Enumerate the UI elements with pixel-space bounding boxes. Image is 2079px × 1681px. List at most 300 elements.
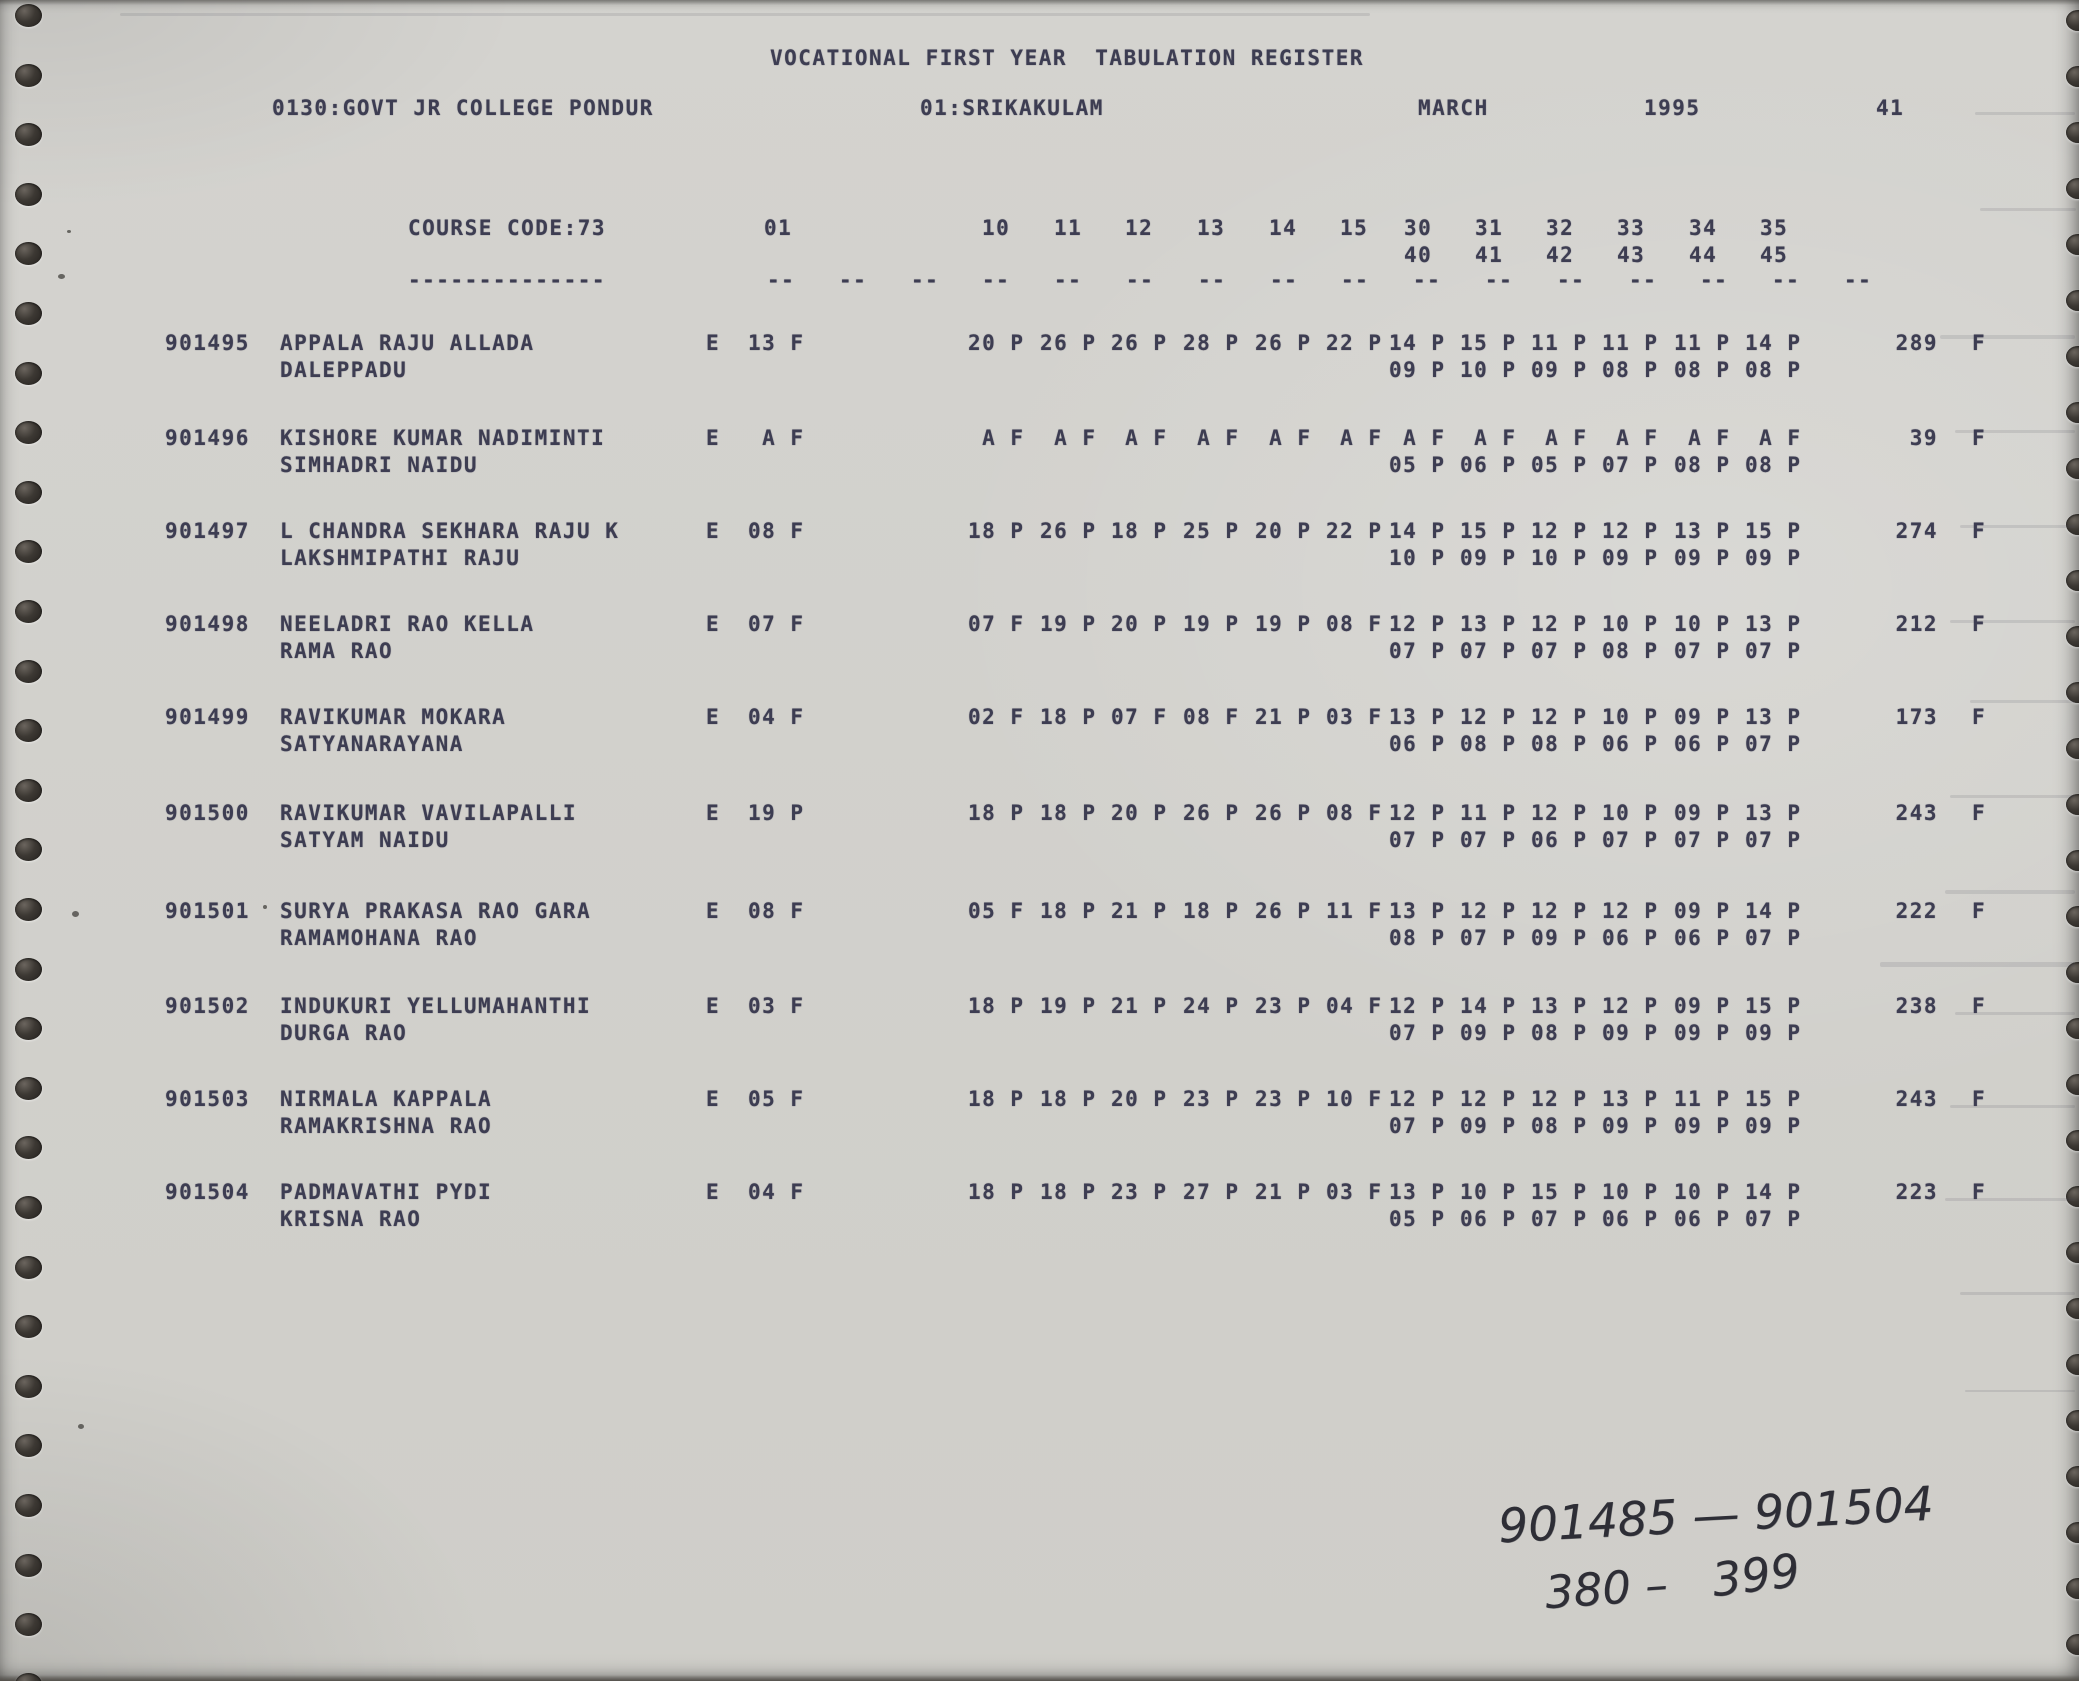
mark-col-41: 06 P	[1460, 1207, 1517, 1231]
mark-col-45: 07 P	[1745, 639, 1802, 663]
result-flag: F	[1972, 1180, 1987, 1204]
mark-col-40: 05 P	[1389, 453, 1446, 477]
mark-col-40: 10 P	[1389, 546, 1446, 570]
mark-col-15: 22 P	[1326, 331, 1383, 355]
mark-col-41: 06 P	[1460, 453, 1517, 477]
column-dash: --	[1413, 268, 1442, 292]
college-name: 0130:GOVT JR COLLEGE PONDUR	[272, 96, 654, 120]
mark-col-42: 07 P	[1531, 1207, 1588, 1231]
column-header-43: 43	[1617, 243, 1646, 267]
result-flag: F	[1972, 705, 1987, 729]
father-name: SIMHADRI NAIDU	[280, 453, 479, 477]
column-dash: --	[982, 268, 1011, 292]
course-code-underline: --------------	[408, 268, 607, 292]
handwritten-serial-end: 399	[1709, 1542, 1803, 1608]
mark-col-44: 07 P	[1674, 828, 1731, 852]
mark-col-34: 10 P	[1674, 1180, 1731, 1204]
sprocket-hole	[15, 1315, 42, 1338]
column-header-42: 42	[1546, 243, 1575, 267]
mark-col-32: 11 P	[1531, 331, 1588, 355]
mark-col-11: 26 P	[1040, 519, 1097, 543]
mark-col-44: 09 P	[1674, 1114, 1731, 1138]
mark-col-11: 19 P	[1040, 612, 1097, 636]
mark-col-40: 07 P	[1389, 828, 1446, 852]
mark-col-30: 14 P	[1389, 331, 1446, 355]
mark-col-11: 18 P	[1040, 1087, 1097, 1111]
mark-col-32: 12 P	[1531, 612, 1588, 636]
mark-col-43: 08 P	[1602, 358, 1659, 382]
mark-col-01: 05 F	[748, 1087, 805, 1111]
mark-col-31: 15 P	[1460, 331, 1517, 355]
mark-col-34: 09 P	[1674, 705, 1731, 729]
medium-code: E	[706, 899, 721, 923]
ink-speck	[78, 1424, 84, 1429]
sprocket-hole	[2066, 290, 2079, 311]
column-dash: --	[1629, 268, 1658, 292]
sprocket-hole	[2066, 402, 2079, 423]
sprocket-hole	[2066, 1578, 2079, 1599]
total-marks: 39	[1909, 426, 1938, 450]
sprocket-hole	[2066, 1634, 2079, 1655]
smear-streak	[1980, 208, 2076, 211]
total-marks: 243	[1895, 1087, 1938, 1111]
mark-col-30: 13 P	[1389, 1180, 1446, 1204]
mark-col-31: 12 P	[1460, 899, 1517, 923]
register-number: 901500	[165, 801, 250, 825]
column-header-30: 30	[1404, 216, 1433, 240]
result-flag: F	[1972, 331, 1987, 355]
mark-col-40: 08 P	[1389, 926, 1446, 950]
mark-col-40: 07 P	[1389, 1021, 1446, 1045]
mark-col-11: 18 P	[1040, 801, 1097, 825]
mark-col-30: 12 P	[1389, 994, 1446, 1018]
sprocket-hole	[15, 123, 42, 146]
mark-col-43: 07 P	[1602, 828, 1659, 852]
mark-col-45: 07 P	[1745, 926, 1802, 950]
total-marks: 223	[1895, 1180, 1938, 1204]
sprocket-hole	[15, 64, 42, 87]
mark-col-41: 09 P	[1460, 1021, 1517, 1045]
table-row	[0, 426, 2079, 488]
mark-col-31: 12 P	[1460, 705, 1517, 729]
candidate-name: NEELADRI RAO KELLA	[280, 612, 535, 636]
mark-col-12: 20 P	[1111, 1087, 1168, 1111]
mark-col-14: 21 P	[1255, 705, 1312, 729]
medium-code: E	[706, 801, 721, 825]
mark-col-43: 06 P	[1602, 732, 1659, 756]
column-header-14: 14	[1269, 216, 1298, 240]
register-number: 901501	[165, 899, 250, 923]
column-header-13: 13	[1197, 216, 1226, 240]
handwritten-serial-start: 380 –	[1543, 1557, 1670, 1620]
exam-month: MARCH	[1418, 96, 1489, 120]
mark-col-12: 18 P	[1111, 519, 1168, 543]
mark-col-11: 18 P	[1040, 1180, 1097, 1204]
smear-streak	[1945, 890, 2075, 894]
father-name: DURGA RAO	[280, 1021, 408, 1045]
father-name: DALEPPADU	[280, 358, 408, 382]
mark-col-12: 23 P	[1111, 1180, 1168, 1204]
sprocket-hole	[15, 1256, 42, 1279]
sprocket-hole	[2066, 234, 2079, 255]
sprocket-hole	[15, 4, 42, 27]
sprocket-hole	[2066, 1354, 2079, 1375]
mark-col-31: 13 P	[1460, 612, 1517, 636]
mark-col-34: 09 P	[1674, 801, 1731, 825]
mark-col-12: 20 P	[1111, 612, 1168, 636]
total-marks: 222	[1895, 899, 1938, 923]
mark-col-31: 11 P	[1460, 801, 1517, 825]
mark-col-13: 23 P	[1183, 1087, 1240, 1111]
result-flag: F	[1972, 612, 1987, 636]
mark-col-30: 12 P	[1389, 1087, 1446, 1111]
register-number: 901499	[165, 705, 250, 729]
mark-col-42: 08 P	[1531, 732, 1588, 756]
result-flag: F	[1972, 519, 1987, 543]
table-row	[0, 331, 2079, 393]
column-header-35: 35	[1760, 216, 1789, 240]
mark-col-15: 11 F	[1326, 899, 1383, 923]
mark-col-12: 07 F	[1111, 705, 1168, 729]
mark-col-34: 09 P	[1674, 899, 1731, 923]
mark-col-32: 12 P	[1531, 705, 1588, 729]
smear-streak	[1965, 1390, 2075, 1392]
table-row	[0, 705, 2079, 767]
column-dash: --	[911, 268, 940, 292]
handwritten-regno-range: 901485 — 901504	[1496, 1476, 1935, 1555]
sprocket-hole	[15, 183, 42, 206]
mark-col-35: 15 P	[1745, 1087, 1802, 1111]
mark-col-44: 09 P	[1674, 546, 1731, 570]
mark-col-42: 05 P	[1531, 453, 1588, 477]
mark-col-44: 08 P	[1674, 453, 1731, 477]
total-marks: 173	[1895, 705, 1938, 729]
mark-col-10: 18 P	[968, 1087, 1025, 1111]
mark-col-11: 18 P	[1040, 899, 1097, 923]
sprocket-hole	[2066, 1298, 2079, 1319]
sprocket-hole	[2066, 1466, 2079, 1487]
register-number: 901498	[165, 612, 250, 636]
smear-streak	[120, 13, 1370, 16]
ink-speck	[67, 230, 71, 233]
mark-col-13: 27 P	[1183, 1180, 1240, 1204]
mark-col-13: 26 P	[1183, 801, 1240, 825]
mark-col-13: 24 P	[1183, 994, 1240, 1018]
mark-col-13: 18 P	[1183, 899, 1240, 923]
mark-col-01: 08 F	[748, 519, 805, 543]
mark-col-45: 09 P	[1745, 1114, 1802, 1138]
candidate-name: APPALA RAJU ALLADA	[280, 331, 535, 355]
mark-col-11: 26 P	[1040, 331, 1097, 355]
table-row	[0, 519, 2079, 581]
mark-col-10: 05 F	[968, 899, 1025, 923]
mark-col-32: 12 P	[1531, 519, 1588, 543]
candidate-name: KISHORE KUMAR NADIMINTI	[280, 426, 606, 450]
column-header-33: 33	[1617, 216, 1646, 240]
mark-col-45: 08 P	[1745, 453, 1802, 477]
mark-col-01: 04 F	[748, 1180, 805, 1204]
mark-col-43: 06 P	[1602, 1207, 1659, 1231]
sprocket-hole	[2066, 122, 2079, 143]
paper-bottom-edge	[0, 1675, 2079, 1681]
mark-col-35: 13 P	[1745, 612, 1802, 636]
mark-col-32: 12 P	[1531, 1087, 1588, 1111]
mark-col-30: 12 P	[1389, 612, 1446, 636]
mark-col-13: 28 P	[1183, 331, 1240, 355]
sprocket-hole	[2066, 1522, 2079, 1543]
mark-col-43: 09 P	[1602, 1021, 1659, 1045]
column-header-45: 45	[1760, 243, 1789, 267]
mark-col-42: 07 P	[1531, 639, 1588, 663]
mark-col-01: 04 F	[748, 705, 805, 729]
mark-col-31: A F	[1460, 426, 1517, 450]
total-marks: 243	[1895, 801, 1938, 825]
column-header-10: 10	[982, 216, 1011, 240]
mark-col-15: 10 F	[1326, 1087, 1383, 1111]
mark-col-15: 03 F	[1326, 1180, 1383, 1204]
mark-col-41: 08 P	[1460, 732, 1517, 756]
page-title: VOCATIONAL FIRST YEAR TABULATION REGISTER	[770, 46, 1365, 70]
sprocket-hole	[2066, 178, 2079, 199]
smear-streak	[1880, 962, 2075, 967]
mark-col-45: 07 P	[1745, 732, 1802, 756]
mark-col-33: 12 P	[1602, 994, 1659, 1018]
register-number: 901503	[165, 1087, 250, 1111]
mark-col-42: 09 P	[1531, 926, 1588, 950]
mark-col-44: 06 P	[1674, 732, 1731, 756]
column-header-40: 40	[1404, 243, 1433, 267]
course-code-label: COURSE CODE:73	[408, 216, 607, 240]
mark-col-10: 20 P	[968, 331, 1025, 355]
mark-col-35: 13 P	[1745, 801, 1802, 825]
mark-col-30: 14 P	[1389, 519, 1446, 543]
father-name: RAMAMOHANA RAO	[280, 926, 479, 950]
candidate-name: NIRMALA KAPPALA	[280, 1087, 493, 1111]
candidate-name: RAVIKUMAR MOKARA	[280, 705, 507, 729]
mark-col-43: 09 P	[1602, 1114, 1659, 1138]
father-name: SATYAM NAIDU	[280, 828, 450, 852]
mark-col-15: 03 F	[1326, 705, 1383, 729]
mark-col-45: 08 P	[1745, 358, 1802, 382]
medium-code: E	[706, 1180, 721, 1204]
mark-col-12: 21 P	[1111, 994, 1168, 1018]
mark-col-10: 07 F	[968, 612, 1025, 636]
mark-col-32: 13 P	[1531, 994, 1588, 1018]
mark-col-34: 13 P	[1674, 519, 1731, 543]
result-flag: F	[1972, 899, 1987, 923]
mark-col-11: 18 P	[1040, 705, 1097, 729]
mark-col-34: 11 P	[1674, 1087, 1731, 1111]
mark-col-35: 14 P	[1745, 1180, 1802, 1204]
mark-col-33: 10 P	[1602, 801, 1659, 825]
total-marks: 289	[1895, 331, 1938, 355]
mark-col-43: 08 P	[1602, 639, 1659, 663]
mark-col-44: 09 P	[1674, 1021, 1731, 1045]
mark-col-14: 26 P	[1255, 801, 1312, 825]
mark-col-45: 09 P	[1745, 546, 1802, 570]
medium-code: E	[706, 705, 721, 729]
mark-col-42: 08 P	[1531, 1114, 1588, 1138]
mark-col-31: 15 P	[1460, 519, 1517, 543]
column-dash: --	[1341, 268, 1370, 292]
mark-col-14: 23 P	[1255, 1087, 1312, 1111]
mark-col-35: 14 P	[1745, 331, 1802, 355]
father-name: RAMA RAO	[280, 639, 394, 663]
mark-col-41: 09 P	[1460, 1114, 1517, 1138]
mark-col-12: 21 P	[1111, 899, 1168, 923]
mark-col-42: 08 P	[1531, 1021, 1588, 1045]
mark-col-44: 08 P	[1674, 358, 1731, 382]
table-row	[0, 1087, 2079, 1149]
mark-col-14: 20 P	[1255, 519, 1312, 543]
sprocket-hole	[15, 779, 42, 802]
mark-col-15: A F	[1326, 426, 1383, 450]
register-number: 901497	[165, 519, 250, 543]
mark-col-30: 13 P	[1389, 899, 1446, 923]
mark-col-33: 10 P	[1602, 612, 1659, 636]
sprocket-hole	[15, 1434, 42, 1457]
mark-col-32: 12 P	[1531, 899, 1588, 923]
mark-col-40: 07 P	[1389, 1114, 1446, 1138]
mark-col-31: 10 P	[1460, 1180, 1517, 1204]
mark-col-15: 08 F	[1326, 801, 1383, 825]
mark-col-13: 19 P	[1183, 612, 1240, 636]
mark-col-33: 12 P	[1602, 899, 1659, 923]
column-header-34: 34	[1689, 216, 1718, 240]
mark-col-01: 13 F	[748, 331, 805, 355]
mark-col-42: 06 P	[1531, 828, 1588, 852]
mark-col-41: 09 P	[1460, 546, 1517, 570]
table-row	[0, 994, 2079, 1056]
mark-col-40: 05 P	[1389, 1207, 1446, 1231]
mark-col-12: 26 P	[1111, 331, 1168, 355]
mark-col-10: 18 P	[968, 801, 1025, 825]
column-header-32: 32	[1546, 216, 1575, 240]
mark-col-35: 15 P	[1745, 519, 1802, 543]
mark-col-35: 15 P	[1745, 994, 1802, 1018]
district-name: 01:SRIKAKULAM	[920, 96, 1104, 120]
sprocket-hole	[15, 1375, 42, 1398]
smear-streak	[1950, 795, 2075, 798]
mark-col-45: 09 P	[1745, 1021, 1802, 1045]
total-marks: 212	[1895, 612, 1938, 636]
mark-col-31: 14 P	[1460, 994, 1517, 1018]
sprocket-hole	[15, 302, 42, 325]
mark-col-15: 22 P	[1326, 519, 1383, 543]
mark-col-35: A F	[1745, 426, 1802, 450]
mark-col-43: 09 P	[1602, 546, 1659, 570]
mark-col-15: 04 F	[1326, 994, 1383, 1018]
mark-col-12: 20 P	[1111, 801, 1168, 825]
column-dash: --	[839, 268, 868, 292]
paper-top-edge	[0, 0, 2079, 5]
column-header-44: 44	[1689, 243, 1718, 267]
table-row	[0, 801, 2079, 863]
mark-col-10: 18 P	[968, 994, 1025, 1018]
result-flag: F	[1972, 1087, 1987, 1111]
sprocket-hole	[2066, 1410, 2079, 1431]
column-dash: --	[1557, 268, 1586, 292]
smear-streak	[1960, 1292, 2075, 1295]
mark-col-40: 07 P	[1389, 639, 1446, 663]
mark-col-10: 02 F	[968, 705, 1025, 729]
candidate-name: INDUKURI YELLUMAHANTHI	[280, 994, 592, 1018]
mark-col-10: 18 P	[968, 519, 1025, 543]
mark-col-34: A F	[1674, 426, 1731, 450]
candidate-name: RAVIKUMAR VAVILAPALLI	[280, 801, 578, 825]
total-marks: 274	[1895, 519, 1938, 543]
mark-col-34: 09 P	[1674, 994, 1731, 1018]
mark-col-15: 08 F	[1326, 612, 1383, 636]
mark-col-30: 12 P	[1389, 801, 1446, 825]
medium-code: E	[706, 612, 721, 636]
sprocket-hole	[15, 1494, 42, 1517]
page-number: 41	[1876, 96, 1905, 120]
medium-code: E	[706, 1087, 721, 1111]
column-dash: --	[1700, 268, 1729, 292]
column-dash: --	[1270, 268, 1299, 292]
mark-col-01: 08 F	[748, 899, 805, 923]
medium-code: E	[706, 426, 721, 450]
mark-col-41: 07 P	[1460, 926, 1517, 950]
column-header-01: 01	[764, 216, 793, 240]
candidate-name: PADMAVATHI PYDI	[280, 1180, 493, 1204]
mark-col-40: 06 P	[1389, 732, 1446, 756]
mark-col-44: 07 P	[1674, 639, 1731, 663]
mark-col-33: 12 P	[1602, 519, 1659, 543]
column-header-12: 12	[1125, 216, 1154, 240]
mark-col-14: 21 P	[1255, 1180, 1312, 1204]
column-dash: --	[1198, 268, 1227, 292]
mark-col-14: 26 P	[1255, 331, 1312, 355]
column-dash: --	[1126, 268, 1155, 292]
mark-col-42: 10 P	[1531, 546, 1588, 570]
column-dash: --	[767, 268, 796, 292]
father-name: RAMAKRISHNA RAO	[280, 1114, 493, 1138]
mark-col-44: 06 P	[1674, 1207, 1731, 1231]
mark-col-33: 13 P	[1602, 1087, 1659, 1111]
mark-col-40: 09 P	[1389, 358, 1446, 382]
mark-col-11: 19 P	[1040, 994, 1097, 1018]
mark-col-14: A F	[1255, 426, 1312, 450]
mark-col-32: 15 P	[1531, 1180, 1588, 1204]
mark-col-33: 10 P	[1602, 705, 1659, 729]
mark-col-42: 09 P	[1531, 358, 1588, 382]
result-flag: F	[1972, 426, 1987, 450]
mark-col-35: 14 P	[1745, 899, 1802, 923]
mark-col-34: 11 P	[1674, 331, 1731, 355]
father-name: SATYANARAYANA	[280, 732, 464, 756]
mark-col-32: 12 P	[1531, 801, 1588, 825]
column-dash: --	[1485, 268, 1514, 292]
register-number: 901504	[165, 1180, 250, 1204]
mark-col-12: A F	[1111, 426, 1168, 450]
mark-col-01: A F	[748, 426, 805, 450]
mark-col-30: 13 P	[1389, 705, 1446, 729]
mark-col-13: A F	[1183, 426, 1240, 450]
mark-col-14: 19 P	[1255, 612, 1312, 636]
register-number: 901502	[165, 994, 250, 1018]
column-header-41: 41	[1475, 243, 1504, 267]
column-header-11: 11	[1054, 216, 1083, 240]
mark-col-14: 26 P	[1255, 899, 1312, 923]
mark-col-41: 07 P	[1460, 639, 1517, 663]
column-dash: --	[1054, 268, 1083, 292]
mark-col-01: 07 F	[748, 612, 805, 636]
mark-col-32: A F	[1531, 426, 1588, 450]
father-name: KRISNA RAO	[280, 1207, 422, 1231]
medium-code: E	[706, 331, 721, 355]
